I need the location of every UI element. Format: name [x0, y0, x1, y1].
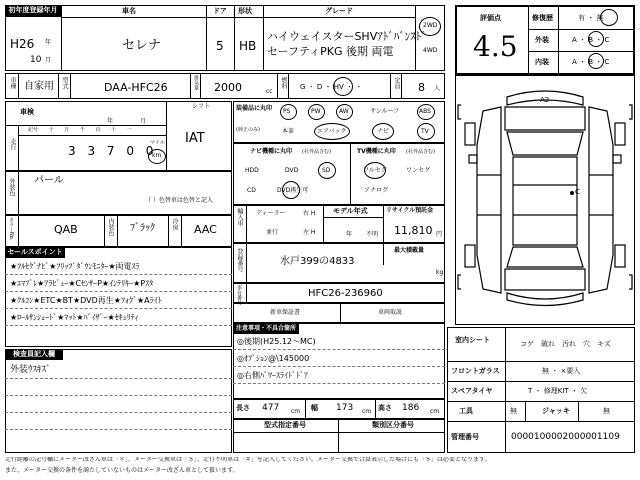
exterior-color-note: （ ）色替車は色替と記入 — [145, 197, 213, 204]
windshield-label: フロントガラス — [451, 367, 500, 375]
footer-line-2: また、メーター交換の条件を満たしていないものはメーター改ざん車として扱います。 — [5, 467, 239, 474]
interior-b-circle — [588, 53, 604, 69]
inspector-value: 外装ｳｽｷｽﾞ — [10, 365, 51, 375]
diagram-c-label: C — [575, 188, 580, 196]
displacement-label: 排気量 — [193, 75, 199, 90]
seat-label: 室内シート — [455, 336, 490, 344]
model-label: 型式 — [61, 77, 68, 89]
exterior-label: 外装 — [535, 36, 549, 44]
tv-fullseg: フルセグ — [363, 167, 387, 174]
model-year-label: モデル年式 — [333, 207, 368, 215]
displacement-value: 2000 — [214, 81, 242, 94]
height-unit: cm — [430, 408, 440, 415]
equip-sunroof: サンルーフ — [370, 108, 400, 115]
tv-label: TV機種に丸印 — [357, 148, 396, 155]
navi-sd: SD — [322, 167, 331, 174]
capacity-unit: 人 — [434, 85, 441, 92]
type-designation-label: 型式指定番号 — [264, 421, 306, 429]
notes-line-1: ◎後期(H25.12～MC) — [237, 337, 316, 346]
door-label: ドア — [213, 7, 227, 15]
length-value: 477 — [262, 403, 280, 413]
grade-line1: ハイウェイスターSHVｱﾄﾞﾊﾞﾝｽﾄﾞ — [267, 30, 427, 43]
capacity-label: 定員 — [393, 77, 400, 89]
import-right: 右 H — [303, 210, 316, 217]
jack-value: 無 — [603, 407, 610, 415]
diagram-a2-label: A2 — [540, 96, 550, 104]
car-name: セレナ — [122, 38, 162, 53]
inspector-header: 検査員記入欄 — [5, 349, 63, 360]
equipment-sub: (純正のみ) — [236, 127, 260, 133]
mileage-digits: 3 3 7 0 0 — [68, 144, 154, 158]
first-reg-year: H26 — [10, 37, 35, 51]
grade-label: グレード — [325, 7, 353, 15]
interior-color-label: 内装色 — [107, 218, 114, 236]
drive-4wd: 4WD — [423, 47, 438, 54]
car-diagram — [455, 75, 635, 325]
equip-aw: AW — [339, 108, 349, 115]
equip-navi: ナビ — [377, 128, 390, 135]
first-reg-month: 10 — [30, 55, 42, 65]
warranty-manual: 車両取説 — [378, 309, 403, 316]
equip-pw: PW — [311, 108, 321, 115]
spare-value: T ・ 修理KIT ・ 欠 — [528, 387, 588, 395]
shift-value: IAT — [185, 131, 205, 146]
cc-unit: cc — [266, 88, 273, 95]
height-value: 186 — [402, 403, 420, 413]
exterior-color-value: パール — [34, 175, 64, 186]
grade-line2: セーフティPKG 後期 両電 — [267, 45, 394, 58]
inspection-year: 年 — [107, 118, 114, 125]
navi-sub: (社外品含む) — [302, 149, 331, 155]
notes-header: 注意事項・不具合箇所 — [233, 323, 299, 334]
shift-label: シフト — [192, 103, 211, 110]
chassis-value: HFC26-236960 — [308, 288, 383, 299]
interior-color-value: ﾌﾞﾗｯｸ — [130, 223, 155, 234]
notes-line-2: ◎ｵﾌﾟｼｮﾝ@\145000 — [237, 354, 310, 363]
equip-ps: PS — [283, 108, 291, 115]
navi-label: ナビ機種に丸印 — [250, 148, 293, 155]
year-unit: 年 — [45, 39, 52, 46]
inspection-label: 車検 — [20, 108, 34, 116]
exterior-b-circle — [588, 31, 604, 47]
width-label: 幅 — [311, 404, 318, 412]
width-value: 173 — [336, 403, 354, 413]
import-left: 左 H — [303, 229, 316, 236]
notes-line-3: ◎右側ﾊﾟﾜｰｽﾗｲﾄﾞﾄﾞｱ — [237, 371, 308, 380]
warranty-row — [233, 303, 445, 323]
fuel-hv-circle — [333, 77, 353, 96]
score-label: 評価点 — [480, 14, 501, 22]
seat-options: コゲ 破れ 汚れ 穴 キズ — [520, 340, 611, 348]
length-label: 長さ — [236, 404, 250, 412]
repair-options: 有 ・ 無 — [578, 14, 604, 22]
tv-oneseg: ワンセグ — [406, 167, 431, 174]
fuel-label: 燃料 — [280, 77, 287, 89]
tools-value: 無 — [510, 407, 517, 415]
chassis-label: 車台番号 — [236, 285, 242, 305]
navi-dvd: DVD — [285, 167, 299, 174]
jack-label: ジャッキ — [542, 407, 570, 415]
mile-unit: マイル — [150, 140, 165, 146]
door-count: 5 — [216, 39, 224, 53]
color-code-value: QAB — [54, 223, 78, 236]
interior-label: 内装 — [535, 58, 549, 66]
digit-labels: 記号 十 万 千 百 十 一 — [28, 127, 132, 133]
equipment-label: 装備品に丸印 — [236, 105, 273, 112]
selling-points-header: セールスポイント — [5, 247, 65, 258]
recycle-label: リサイクル預託金 — [386, 207, 434, 214]
navi-dvd-play: DVD再生可 — [277, 187, 309, 194]
height-label: 高さ — [378, 404, 392, 412]
km-unit: km — [152, 152, 162, 159]
score-value: 4.5 — [473, 30, 518, 63]
first-reg-header: 初年度登録年月 — [5, 5, 61, 17]
registration-value: 水戸399の4833 — [280, 256, 355, 267]
max-load-label: 最大積載量 — [394, 247, 425, 254]
spare-label: スペアタイヤ — [451, 387, 493, 395]
model-year-year: 年 — [346, 231, 353, 238]
selling-line-1: ★ﾌﾙｾｸﾞﾅﾋﾞ★ﾌﾘｯﾌﾟﾀﾞｳﾝﾓﾆﾀｰ★両電ｽﾗ — [10, 262, 140, 271]
length-unit: cm — [291, 408, 301, 415]
ac-label: 冷房 — [171, 218, 178, 230]
mileage-label: 走行 — [9, 138, 16, 150]
tv-analog: アナログ — [364, 187, 389, 194]
shape-label: 形状 — [238, 7, 252, 15]
recycle-unit: 円 — [436, 231, 443, 238]
selling-line-4: ★ﾛｰﾙｻﾝｼｪｰﾄﾞ★ﾏｯﾄ★ﾊﾞｲｻﾞｰ★ｾｷｭﾘﾃｨ — [10, 313, 139, 322]
car-name-label: 車名 — [122, 7, 136, 15]
tools-label: 工具 — [459, 407, 473, 415]
interior-options: A ・ B ・ C — [572, 58, 610, 66]
warranty-new-car: 新車保証書 — [270, 309, 301, 316]
import-dealer: ディーラー — [256, 210, 286, 217]
equip-abs: ABS — [419, 108, 431, 115]
footer-line-1: 走行距離の記号欄にメーター改ざん車は「＊」、メーター交換車は「＄」、走行不明車は「＃」を記入してください。メーター交換で合算表示した場合にも「＄」は必要となります。 — [5, 457, 491, 463]
mgmt-value: 0000100002000001109 — [511, 432, 620, 442]
exterior-color-label: 外装色 — [8, 178, 15, 196]
navi-hdd: HDD — [245, 167, 259, 174]
ac-value: AAC — [194, 223, 217, 236]
exterior-options: A ・ B ・ C — [572, 36, 610, 44]
equip-airbag: エアバック — [317, 128, 347, 135]
inspection-month: 月 — [140, 118, 147, 125]
equip-tv: TV — [421, 128, 429, 135]
import-parallel: 並行 — [266, 229, 279, 236]
class-number-label: 類別区分番号 — [372, 421, 414, 429]
import-label: 輸入車 — [236, 208, 243, 226]
drive-2wd: 2WD — [423, 22, 438, 29]
mgmt-label: 管理番号 — [451, 433, 479, 441]
model-value: DAA-HFC26 — [104, 81, 168, 94]
model-year-unknown: 不明 — [366, 231, 379, 238]
capacity-value: 8 — [418, 81, 425, 94]
type-label: 車種 — [9, 77, 16, 89]
color-code-label: カラーNo. — [8, 217, 14, 241]
selling-line-3: ★ｸﾙｺﾝ★ETC★BT★DVD再生★ﾌｫｸﾞ★Aﾗｲﾄ — [10, 296, 162, 305]
navi-cd: CD — [247, 187, 256, 194]
selling-line-2: ★ｴﾏﾌﾞﾚ★ｱﾗﾋﾞｭｰ★CｾﾝｻｰP★ｲﾝﾃﾘｷｰ★Pｽﾀ — [10, 279, 154, 288]
repair-label: 修復歴 — [532, 14, 553, 22]
max-load-unit: kg — [436, 269, 444, 276]
month-unit: 月 — [45, 57, 52, 64]
tv-sub: (社外品含む) — [406, 149, 435, 155]
recycle-value: 11,810 — [394, 224, 433, 237]
equip-leather: 本革 — [282, 128, 295, 135]
shape-value: HB — [239, 39, 257, 53]
registration-label: 登録番号 — [236, 248, 243, 272]
use-value: 自家用 — [24, 81, 54, 92]
width-unit: cm — [362, 408, 372, 415]
fuel-options: G ・ D ・ HV ・ ・ — [300, 83, 363, 91]
repair-none-circle — [600, 9, 618, 26]
windshield-value: 無 ・ ×要入 — [542, 367, 581, 375]
